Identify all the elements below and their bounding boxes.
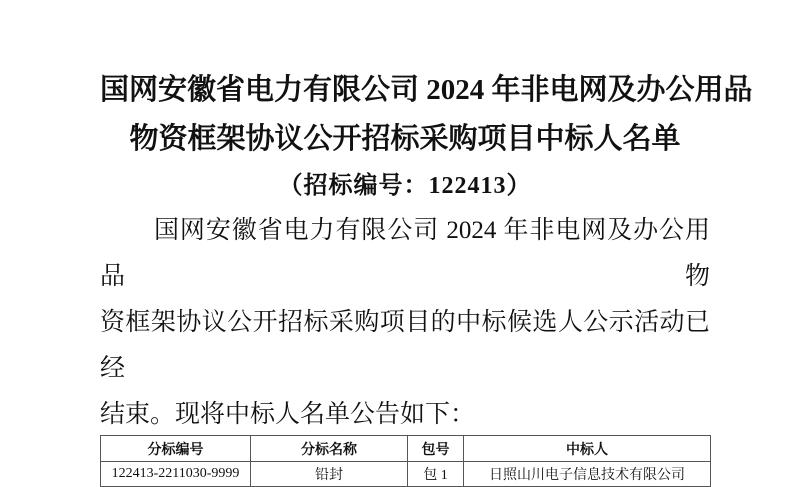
bid-number-line: （招标编号：122413） (278, 173, 532, 199)
cell-package-number: 包 1 (408, 462, 464, 487)
header-lot-name: 分标名称 (251, 436, 408, 462)
header-winner: 中标人 (464, 436, 711, 462)
header-lot-number: 分标编号 (101, 436, 251, 462)
header-package-number: 包号 (408, 436, 464, 462)
cell-lot-name: 铅封 (251, 462, 408, 487)
announcement-paragraph (100, 208, 710, 438)
title-line-2: 物资框架协议公开招标采购项目中标人名单 (129, 123, 681, 155)
cell-lot-number: 122413-2211030-9999 (101, 462, 251, 487)
table-header-row (101, 436, 711, 462)
document-title (100, 66, 753, 208)
cell-winner: 日照山川电子信息技术有限公司 (464, 462, 711, 487)
table-row (101, 462, 711, 487)
paragraph-line-2: 资框架协议公开招标采购项目的中标候选人公示活动已经 (100, 309, 710, 382)
paragraph-line-3: 结束。现将中标人名单公告如下： (100, 401, 476, 428)
announcement-document (100, 0, 753, 487)
paragraph-line-1: 国网安徽省电力有限公司 2024 年非电网及办公用品物 (100, 217, 710, 290)
winner-table (100, 435, 711, 487)
title-line-1: 国网安徽省电力有限公司 2024 年非电网及办公用品 (100, 74, 753, 106)
